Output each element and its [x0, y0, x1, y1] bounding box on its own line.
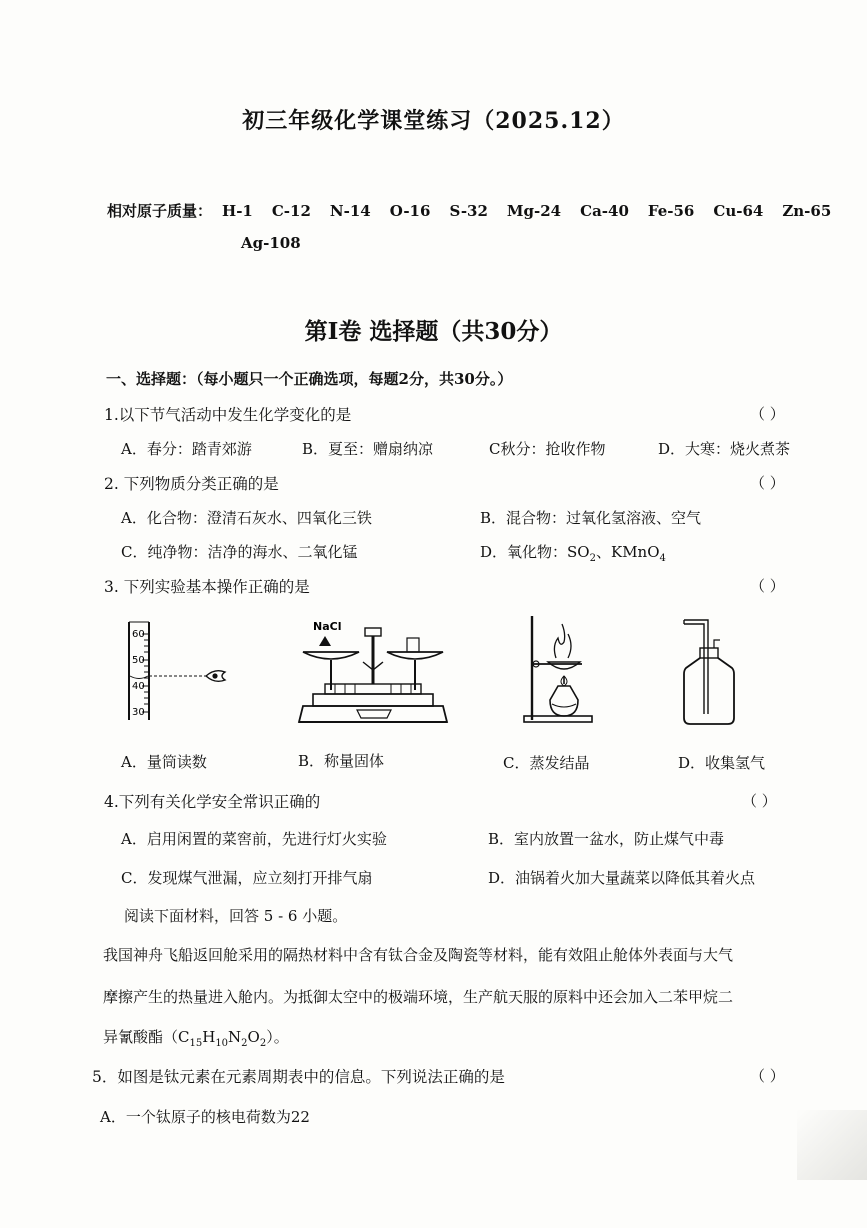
q2-option-a: A．化合物：澄清石灰水、四氧化三铁 [121, 509, 372, 527]
section-title: 第Ⅰ卷 选择题（共30分） [304, 318, 563, 345]
graduated-cylinder-figure [118, 616, 238, 726]
atomic-mass-line [107, 200, 831, 221]
gas-bottle-figure [674, 616, 744, 728]
eye-icon [206, 671, 225, 682]
q1-option-b: B．夏至：赠扇纳凉 [302, 440, 434, 458]
atomic-mass-zn: Zn-65 [782, 202, 832, 220]
q1-option-c: C秋分：抢收作物 [489, 440, 606, 458]
q4-answer-paren: （ ） [742, 792, 777, 810]
cylinder-tick-50: 50 [132, 655, 145, 666]
q1-stem: 1.以下节气活动中发生化学变化的是 [104, 406, 352, 424]
reading-intro: 阅读下面材料，回答 5 - 6 小题。 [124, 907, 348, 925]
atomic-mass-label: 相对原子质量： [107, 202, 213, 220]
q2-option-c: C．纯净物：洁净的海水、二氧化锰 [121, 543, 358, 561]
cylinder-tick-30: 30 [132, 707, 145, 718]
q2-option-b: B．混合物：过氧化氢溶液、空气 [480, 509, 702, 527]
q4-stem: 4.下列有关化学安全常识正确的 [104, 793, 321, 811]
scan-shading [797, 1110, 867, 1180]
q3-answer-paren: （ ） [750, 577, 785, 595]
q1-answer-paren: （ ） [750, 405, 785, 423]
q3-option-c: C．蒸发结晶 [503, 754, 590, 772]
balance-figure [295, 612, 455, 732]
q5-answer-paren: （ ） [750, 1067, 785, 1085]
page-title: 初三年级化学课堂练习（2025.12） [242, 108, 625, 134]
q2-stem: 2. 下列物质分类正确的是 [104, 475, 279, 493]
q5-option-a: A．一个钛原子的核电荷数为22 [100, 1108, 310, 1126]
reading-line-1: 我国神舟飞船返回舱采用的隔热材料中含有钛合金及陶瓷等材料，能有效阻止舱体外表面与大气 [103, 946, 734, 964]
q3-option-a: A．量筒读数 [121, 753, 207, 771]
q1-option-a: A．春分：踏青郊游 [121, 440, 252, 458]
atomic-mass-c: C-12 [271, 202, 311, 220]
atomic-mass-s: S-32 [449, 202, 488, 220]
atomic-mass-ag: Ag-108 [241, 234, 301, 252]
q3-stem: 3. 下列实验基本操作正确的是 [104, 578, 310, 596]
q4-option-d: D．油锅着火加大量蔬菜以降低其着火点 [488, 869, 756, 887]
evaporation-figure [518, 612, 598, 727]
atomic-mass-n: N-14 [329, 202, 371, 220]
q4-option-b: B．室内放置一盆水，防止煤气中毒 [488, 830, 725, 848]
nacl-label: NaCl [313, 620, 342, 633]
reading-line-3: 异氰酸酯$(C_{15}H_{10}N_2O_2)$。 [103, 1028, 289, 1049]
q3-option-d: D．收集氢气 [678, 754, 766, 772]
q2-answer-paren: （ ） [750, 474, 785, 492]
q4-option-c: C．发现煤气泄漏，应立刻打开排气扇 [121, 869, 373, 887]
atomic-mass-h: H-1 [222, 202, 253, 220]
atomic-mass-fe: Fe-56 [647, 202, 695, 220]
atomic-mass-ca: Ca-40 [580, 202, 629, 220]
cylinder-tick-40: 40 [132, 681, 145, 692]
atomic-mass-cu: Cu-64 [713, 202, 764, 220]
q3-option-b: B．称量固体 [298, 752, 385, 770]
atomic-mass-mg: Mg-24 [506, 202, 562, 220]
q1-option-d: D．大寒：烧火煮茶 [658, 440, 791, 458]
cylinder-tick-60: 60 [132, 629, 145, 640]
reading-line-2: 摩擦产生的热量进入舱内。为抵御太空中的极端环境，生产航天服的原料中还会加入二苯甲烷二 [103, 988, 734, 1006]
atomic-mass-o: O-16 [389, 202, 431, 220]
q2-option-d: D．氧化物：$SO_2$、KMnO$_4$ [480, 543, 666, 564]
q5-stem: 5．如图是钛元素在元素周期表中的信息。下列说法正确的是 [92, 1068, 505, 1086]
part-heading: 一、选择题：（每小题只一个正确选项，每题2分，共30分。） [106, 370, 513, 388]
q4-option-a: A．启用闲置的菜窖前，先进行灯火实验 [121, 830, 387, 848]
